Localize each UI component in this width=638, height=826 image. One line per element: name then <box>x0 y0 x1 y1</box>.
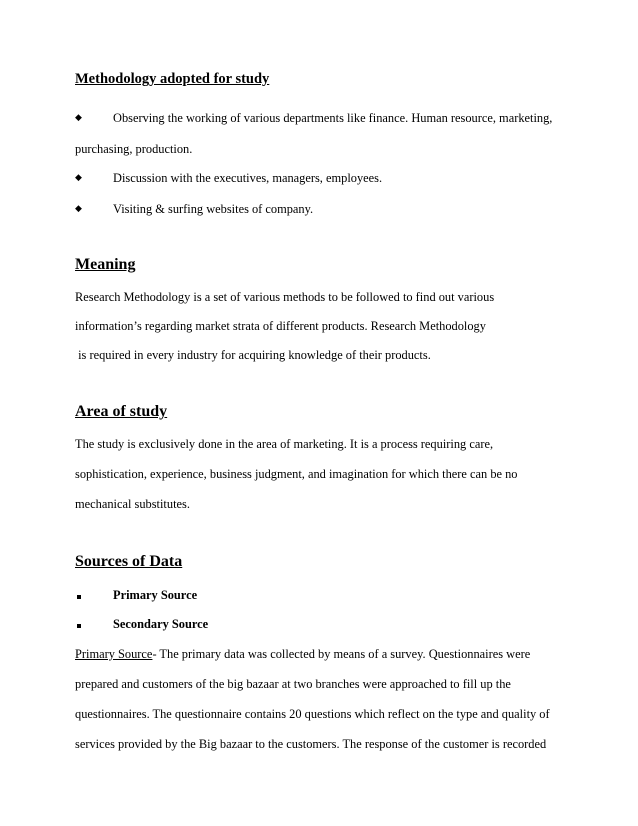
meaning-line-3: is required in every industry for acquiring knowledge of their products. <box>75 348 431 362</box>
methodology-bullet-2: Discussion with the executives, managers, employees. <box>113 171 383 185</box>
methodology-bullet-1: Observing the working of various departments like finance. Human resource, marketing, <box>113 111 553 125</box>
sources-bullet-secondary: Secondary Source <box>113 617 209 631</box>
primary-source-text: - The primary data was collected by means of a survey. Questionnaires were <box>152 647 531 661</box>
meaning-line-2: information’s regarding market strata of different products. Research Methodology <box>75 319 486 333</box>
bullet-icon <box>77 624 81 628</box>
bullet-icon: ◆ <box>75 112 82 122</box>
primary-source-line-4: services provided by the Big bazaar to the customers. The response of the customer is recorded <box>75 737 547 751</box>
primary-source-line-2: prepared and customers of the big bazaar at two branches were approached to fill up the <box>75 677 511 691</box>
bullet-icon <box>77 595 81 599</box>
primary-source-line-1 <box>75 647 530 662</box>
area-line-2: sophistication, experience, business judgment, and imagination for which there can be no <box>75 467 518 481</box>
area-line-1: The study is exclusively done in the area of marketing. It is a process requiring care, <box>75 437 494 451</box>
heading-sources-of-data: Sources of Data <box>75 553 183 570</box>
methodology-bullet-3: Visiting & surfing websites of company. <box>113 202 314 216</box>
bullet-icon: ◆ <box>75 203 82 213</box>
sources-bullet-primary: Primary Source <box>113 588 198 602</box>
area-line-3: mechanical substitutes. <box>75 497 190 511</box>
meaning-line-1: Research Methodology is a set of various methods to be followed to find out various <box>75 290 495 304</box>
bullet-icon: ◆ <box>75 172 82 182</box>
heading-meaning: Meaning <box>75 256 136 273</box>
primary-source-line-3: questionnaires. The questionnaire contains 20 questions which reflect on the type and quality of <box>75 707 550 721</box>
primary-source-label: Primary Source <box>75 647 153 661</box>
heading-methodology: Methodology adopted for study <box>75 71 270 87</box>
heading-area-of-study: Area of study <box>75 403 168 420</box>
methodology-bullet-1-continuation: purchasing, production. <box>75 142 193 156</box>
